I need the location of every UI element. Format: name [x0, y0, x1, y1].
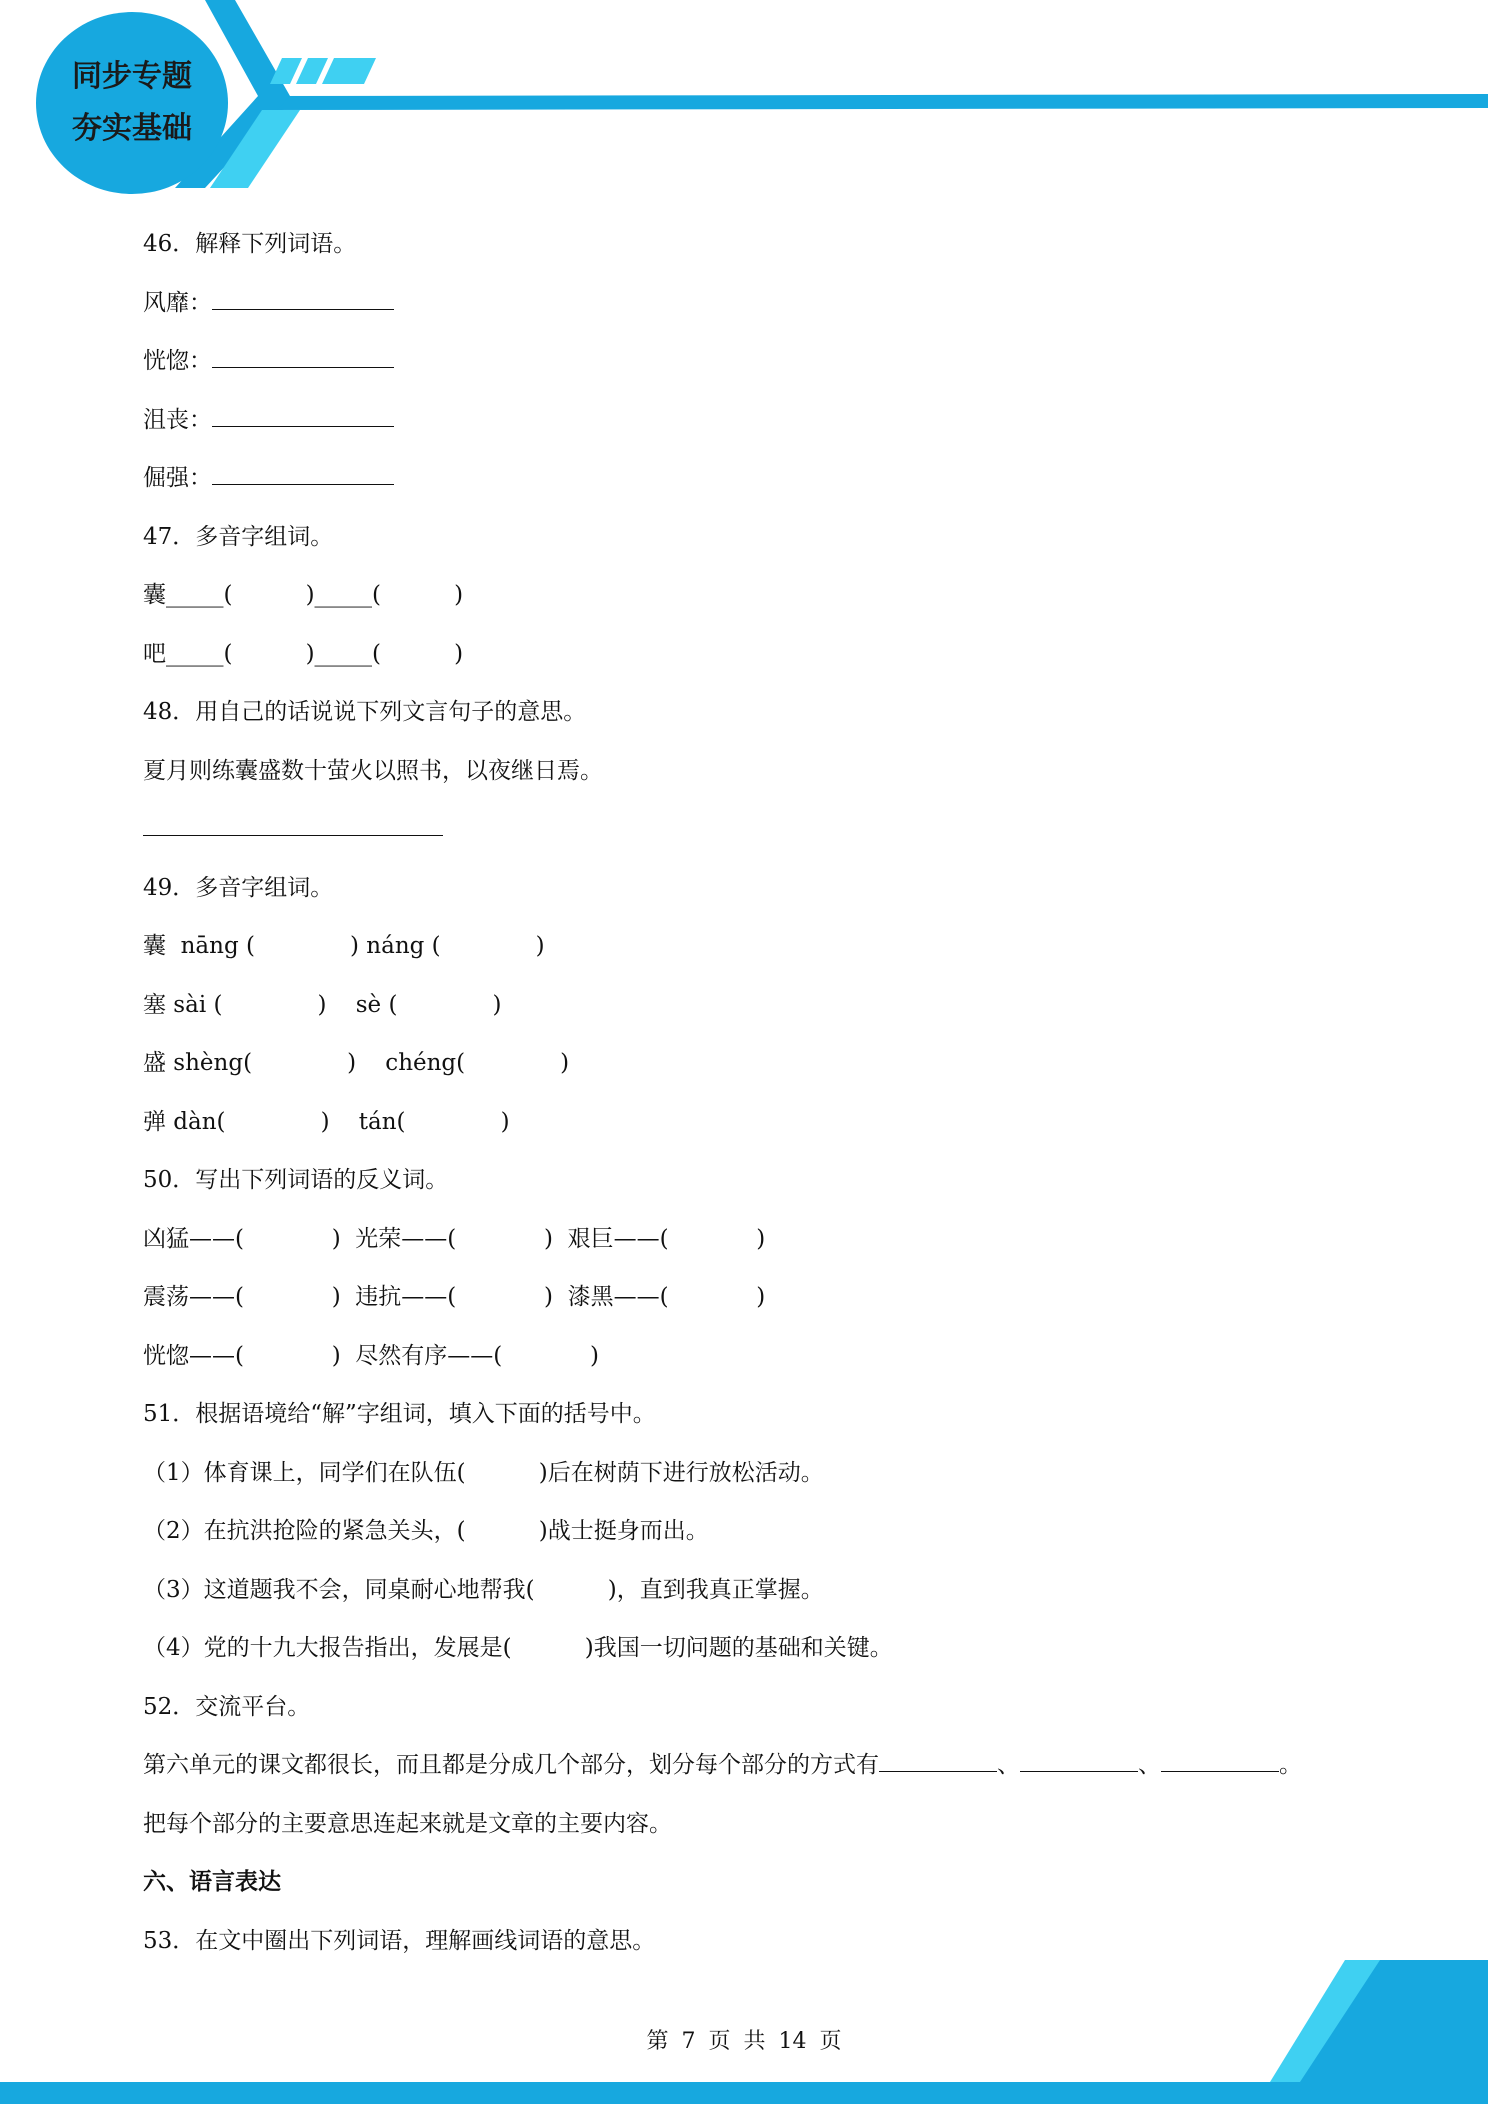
question-50-title: 50．写出下列词语的反义词。 — [143, 1167, 449, 1193]
section-heading: 六、语言表达 — [143, 1869, 281, 1895]
antonym-row-3: 恍惚——( ) 尽然有序——( ) — [143, 1342, 599, 1369]
polyphone-ba: 吧_____( )_____( ) — [143, 640, 464, 667]
antonym-row-2: 震荡——( ) 违抗——( ) 漆黑——( ) — [143, 1284, 766, 1310]
pinyin-nang: 囊 nāng ( ) náng ( ) — [143, 933, 545, 959]
answer-blank[interactable] — [212, 283, 394, 310]
answer-blank[interactable] — [1161, 1745, 1279, 1772]
answer-blank[interactable] — [212, 400, 394, 427]
question-49-title: 49．多音字组词。 — [143, 874, 334, 901]
question-52-title: 52．交流平台。 — [143, 1693, 311, 1720]
classical-sentence: 夏月则练囊盛数十萤火以照书，以夜继日焉。 — [143, 757, 603, 784]
header-badge — [36, 12, 228, 194]
page-number: 第 7 页 共 14 页 — [646, 2029, 842, 2054]
question-48-title: 48．用自己的话说说下列文言句子的意思。 — [143, 699, 587, 725]
question-51-title: 51．根据语境给“解”字组词，填入下面的括号中。 — [143, 1401, 656, 1427]
answer-line-fengmi: 风靡： — [143, 281, 1373, 340]
answer-blank[interactable] — [879, 1745, 997, 1772]
antonym-row-1: 凶猛——( ) 光荣——( ) 艰巨——( ) — [143, 1225, 766, 1252]
answer-blank[interactable] — [212, 458, 394, 485]
question-47-title: 47．多音字组词。 — [143, 523, 334, 550]
answer-line-huanghu: 恍惚： — [143, 339, 1373, 398]
pinyin-sai: 塞 sài ( ) sè ( ) — [143, 991, 502, 1018]
question-46-title: 46．解释下列词语。 — [143, 231, 357, 257]
question-51-item-1: （1）体育课上，同学们在队伍( )后在树荫下进行放松活动。 — [143, 1459, 824, 1486]
worksheet-content — [143, 222, 1373, 1977]
question-51-item-4: （4）党的十九大报告指出，发展是( )我国一切问题的基础和关键。 — [143, 1635, 893, 1661]
answer-line-48 — [143, 807, 1373, 866]
answer-blank[interactable] — [143, 809, 443, 836]
pinyin-dan: 弹 dàn( ) tán( ) — [143, 1108, 510, 1135]
pinyin-sheng: 盛 shèng( ) chéng( ) — [143, 1050, 570, 1076]
badge-line-2: 夯实基础 — [72, 111, 192, 146]
polyphone-nang: 囊_____( )_____( ) — [143, 582, 464, 608]
answer-line-juejiang: 倔强： — [143, 456, 1373, 515]
answer-line-jusang: 沮丧： — [143, 398, 1373, 457]
question-51-item-3: （3）这道题我不会，同桌耐心地帮我( )，直到我真正掌握。 — [143, 1576, 824, 1603]
badge-line-1: 同步专题 — [72, 59, 192, 94]
question-52-text-2: 把每个部分的主要意思连起来就是文章的主要内容。 — [143, 1810, 672, 1837]
question-52-text: 第六单元的课文都很长，而且都是分成几个部分，划分每个部分的方式有 、 、 。 — [143, 1743, 1373, 1802]
answer-blank[interactable] — [212, 341, 394, 368]
question-53-title: 53．在文中圈出下列词语，理解画线词语的意思。 — [143, 1927, 656, 1954]
question-51-item-2: （2）在抗洪抢险的紧急关头，( )战士挺身而出。 — [143, 1518, 709, 1544]
answer-blank[interactable] — [1020, 1745, 1138, 1772]
